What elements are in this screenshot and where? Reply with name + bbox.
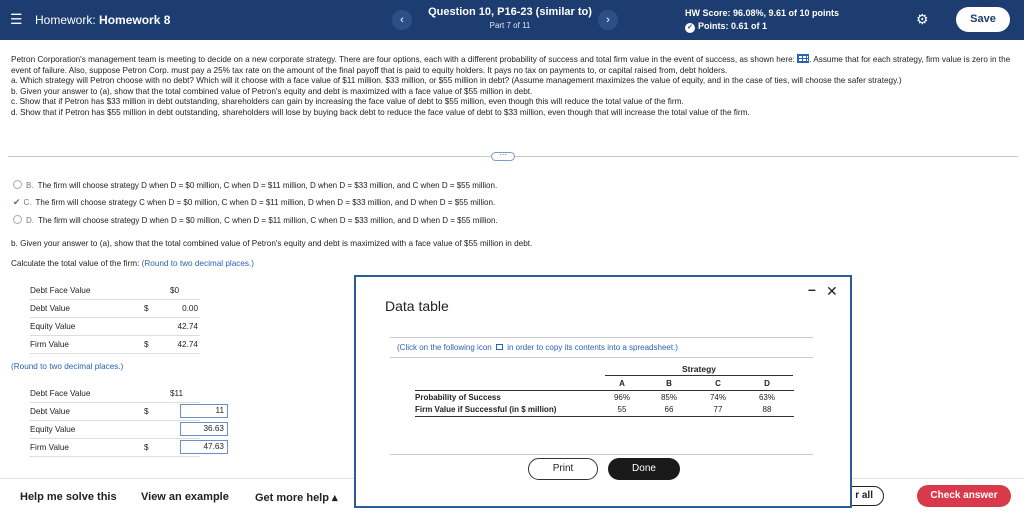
dollar-sign: $ [144, 304, 149, 313]
previous-question-button[interactable]: ‹ [392, 10, 412, 30]
option-letter: B. [26, 181, 34, 190]
radio-icon[interactable] [13, 180, 22, 189]
copy-note-before: (Click on the following icon [397, 343, 492, 352]
done-button[interactable]: Done [608, 458, 680, 480]
dollar-sign: $ [144, 340, 149, 349]
problem-part-d: d. Show that if Petron has $55 million in debt outstanding, shareholders will lose by buying back debt to reduce the face value of debt to $33 million, even though that will increase the total value of the firm. [11, 107, 750, 117]
option-c-selected[interactable] [13, 197, 495, 208]
row-value: $11 [170, 389, 184, 398]
problem-intro-text: Petron Corporation's management team is meeting to decide on a new corporate strategy. There are four options, each with a different probability of success and total firm value in the event of success, as shown here: [11, 55, 795, 64]
row-value: 42.74 [177, 322, 198, 331]
top-bar [0, 0, 1024, 40]
print-button[interactable]: Print [528, 458, 598, 480]
table-rule [415, 416, 794, 417]
row-label: Firm Value [30, 340, 69, 349]
option-b[interactable] [13, 180, 497, 190]
points [685, 21, 767, 33]
option-text: The firm will choose strategy D when D = $0 million, C when D = $11 million, C when D = $33 million, and D when D = $55 million. [38, 216, 498, 225]
strategy-header: Strategy [605, 364, 793, 376]
minimize-icon[interactable]: – [808, 281, 816, 297]
cell-value-c: 77 [713, 405, 723, 414]
col-header-b: B [666, 379, 672, 388]
calc-text: Calculate the total value of the firm: [11, 259, 140, 268]
expand-ellipsis-button[interactable]: ⋯ [491, 152, 515, 161]
copy-spreadsheet-icon[interactable] [496, 344, 503, 350]
option-d[interactable] [13, 215, 498, 225]
row-label-probability: Probability of Success [415, 393, 501, 402]
col-header-c: C [715, 379, 721, 388]
cell-prob-c: 74% [709, 393, 726, 402]
col-header-d: D [764, 379, 770, 388]
calc-hint: (Round to two decimal places.) [141, 259, 255, 268]
cell-value-b: 66 [664, 405, 674, 414]
homework-name: Homework 8 [99, 13, 171, 27]
option-letter: D. [26, 216, 34, 225]
homework-prefix: Homework: [35, 13, 96, 27]
problem-intro-cont: . Assume that for each strategy, firm value is zero in the event of failure. Also, suppose Petron Corp. must pay a 25% tax rate on the amount of the final payoff that is paid to equity holders. It pays no tax on payments to, or capital raised from, debt holders. [11, 55, 1011, 75]
cell-value-a: 55 [617, 405, 627, 414]
row-value: 0.00 [182, 304, 198, 313]
row-label: Debt Value [30, 304, 70, 313]
settings-gear-icon[interactable]: ⚙ [916, 11, 929, 27]
close-icon[interactable]: ✕ [826, 283, 838, 299]
table2-row-firm-value [30, 439, 224, 457]
points-icon: ✓ [685, 23, 695, 33]
problem-part-a: a. Which strategy will Petron choose with no debt? Which will it choose with a face value of $11 million. $33 million, or $55 million in debt? (Assume management maximizes the value of equity, and in the case of ties, will choose the safer strategy.) [11, 76, 902, 85]
row-label-firm-value: Firm Value if Successful (in $ million) [415, 405, 557, 414]
menu-icon[interactable]: ☰ [10, 11, 23, 27]
dollar-sign: $ [144, 443, 149, 452]
help-me-solve-link[interactable]: Help me solve this [20, 491, 117, 503]
problem-statement [11, 54, 1016, 118]
problem-part-c: c. Show that if Petron has $33 million in debt outstanding, shareholders can gain by increasing the face value of debt to $55 million, even though this will reduce the total value of the firm. [11, 97, 684, 106]
next-question-button[interactable]: › [598, 10, 618, 30]
save-button[interactable]: Save [956, 7, 1010, 32]
modal-divider [390, 357, 813, 358]
debt-value-input[interactable]: 11 [180, 404, 228, 418]
round-hint: (Round to two decimal places.) [11, 362, 124, 371]
dollar-sign: $ [144, 407, 149, 416]
option-text: The firm will choose strategy D when D = $0 million, C when D = $11 million, D when D = $33 million, and C when D = $55 million. [37, 181, 498, 190]
row-label: Debt Value [30, 407, 70, 416]
table1-row-firm-value [30, 336, 200, 354]
row-value: 42.74 [177, 340, 198, 349]
row-label: Debt Face Value [30, 286, 91, 295]
row-value: $0 [170, 286, 180, 295]
modal-title: Data table [385, 298, 449, 314]
copy-note-after: in order to copy its contents into a spreadsheet.) [507, 343, 678, 352]
problem-intro [11, 54, 1016, 76]
question-part: Part 7 of 11 [489, 21, 531, 30]
hw-score: HW Score: 96.08%, 9.61 of 10 points [685, 8, 840, 18]
row-label: Firm Value [30, 443, 69, 452]
check-answer-button[interactable]: Check answer [917, 485, 1011, 507]
points-text: Points: 0.61 of 1 [698, 21, 768, 31]
question-title: Question 10, P16-23 (similar to) [428, 6, 592, 18]
row-label: Equity Value [30, 425, 76, 434]
table1-row-debt-value [30, 300, 200, 318]
view-example-link[interactable]: View an example [141, 491, 229, 503]
option-letter: C. [23, 198, 32, 207]
calc-instruction [11, 259, 254, 268]
homework-title [35, 13, 170, 27]
problem-part-b: b. Given your answer to (a), show that the total combined value of Petron's equity and debt is maximized with a face value of $55 million in debt. [11, 86, 533, 96]
copy-note [397, 343, 678, 352]
cell-value-d: 88 [762, 405, 772, 414]
row-label: Debt Face Value [30, 389, 91, 398]
correct-check-icon: ✔ [13, 197, 21, 207]
row-label: Equity Value [30, 322, 76, 331]
modal-divider [390, 337, 813, 338]
option-text: The firm will choose strategy C when D = $0 million, C when D = $11 million, D when D = $33 million, and D when D = $55 million. [35, 198, 496, 207]
part-b-heading: b. Given your answer to (a), show that the total combined value of Petron's equity and debt is maximized with a face value of $55 million in debt. [11, 239, 533, 248]
get-more-help-link[interactable]: Get more help ▴ [255, 492, 338, 504]
radio-icon[interactable] [13, 215, 22, 224]
firm-value-input[interactable]: 47.63 [180, 440, 228, 454]
table2-row-debt-value [30, 403, 224, 421]
equity-value-input[interactable]: 36.63 [180, 422, 228, 436]
modal-divider [390, 454, 813, 455]
col-header-a: A [619, 379, 625, 388]
table2-row-debt-face [30, 385, 200, 403]
cell-prob-a: 96% [613, 393, 630, 402]
data-table-modal [354, 275, 852, 508]
cell-prob-b: 85% [660, 393, 677, 402]
table1-row-debt-face [30, 282, 200, 300]
table1-row-equity-value [30, 318, 200, 336]
cell-prob-d: 63% [758, 393, 775, 402]
clear-all-button[interactable]: r all [840, 486, 884, 506]
table2-row-equity-value [30, 421, 224, 439]
data-table-grid-icon[interactable] [797, 54, 809, 63]
table-rule [415, 390, 794, 391]
